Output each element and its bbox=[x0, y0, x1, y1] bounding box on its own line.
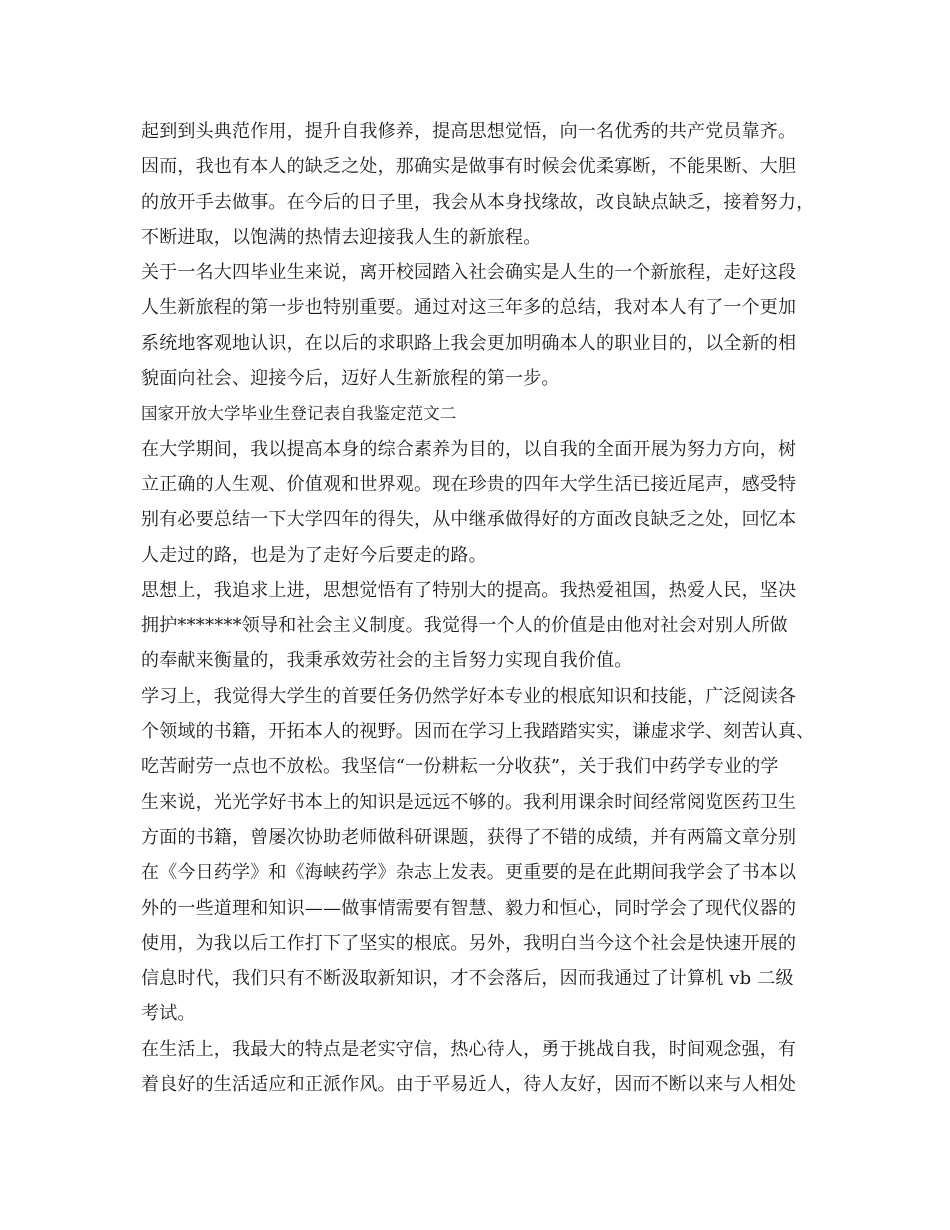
text-line: 的放开手去做事。在今后的日子里，我会从本身找缘故，改良缺点缺乏，接着努力， bbox=[141, 191, 815, 213]
text-line: 着良好的生活适应和正派作风。由于平易近人，待人友好，因而不断以来与人相处 bbox=[141, 1074, 797, 1096]
text-line: 拥护*******领导和社会主义制度。我觉得一个人的价值是由他对社会对别人所做 bbox=[141, 615, 788, 637]
text-line: 立正确的人生观、价值观和世界观。现在珍贵的四年大学生活已接近尾声，感受特 bbox=[141, 473, 797, 495]
text-line: 个领域的书籍，开拓本人的视野。因而在学习上我踏踏实实，谦虚求学、刻苦认真、 bbox=[141, 721, 815, 743]
text-line: 信息时代，我们只有不断汲取新知识，才不会落后，因而我通过了计算机 vb 二级 bbox=[141, 968, 794, 990]
text-line: 在生活上，我最大的特点是老实守信，热心待人，勇于挑战自我，时间观念强，有 bbox=[141, 1038, 797, 1060]
text-line: 学习上，我觉得大学生的首要任务仍然学好本专业的根底知识和技能，广泛阅读各 bbox=[141, 685, 797, 707]
text-line: 的奉献来衡量的，我秉承效劳社会的主旨努力实现自我价值。 bbox=[141, 650, 633, 672]
text-line: 外的一些道理和知识——做事情需要有智慧、毅力和恒心，同时学会了现代仪器的 bbox=[141, 897, 797, 919]
text-line: 关于一名大四毕业生来说，离开校园踏入社会确实是人生的一个新旅程，走好这段 bbox=[141, 262, 797, 284]
text-line: 思想上，我追求上进，思想觉悟有了特别大的提高。我热爱祖国，热爱人民，坚决 bbox=[141, 579, 797, 601]
text-line: 貌面向社会、迎接今后，迈好人生新旅程的第一步。 bbox=[141, 368, 560, 390]
text-line: 系统地客观地认识，在以后的求职路上我会更加明确本人的职业目的，以全新的相 bbox=[141, 332, 797, 354]
text-line: 别有必要总结一下大学四年的得失，从中继承做得好的方面改良缺乏之处，回忆本 bbox=[141, 509, 797, 531]
section-heading: 国家开放大学毕业生登记表自我鉴定范文二 bbox=[141, 404, 457, 424]
text-line: 不断进取，以饱满的热情去迎接我人生的新旅程。 bbox=[141, 226, 542, 248]
text-line: 人走过的路，也是为了走好今后要走的路。 bbox=[141, 544, 487, 566]
text-line: 生来说，光光学好书本上的知识是远远不够的。我利用课余时间经常阅览医药卫生 bbox=[141, 791, 797, 813]
document-body bbox=[141, 114, 825, 1102]
text-line: 考试。 bbox=[141, 1003, 196, 1025]
text-line: 方面的书籍，曾屡次协助老师做科研课题，获得了不错的成绩，并有两篇文章分别 bbox=[141, 826, 797, 848]
text-line: 起到到头典范作用，提升自我修养，提高思想觉悟，向一名优秀的共产党员靠齐。 bbox=[141, 121, 797, 142]
text-line: 在大学期间，我以提高本身的综合素养为目的，以自我的全面开展为努力方向，树 bbox=[141, 438, 797, 460]
text-line: 吃苦耐劳一点也不放松。我坚信“一份耕耘一分收获”，关于我们中药学专业的学 bbox=[141, 756, 779, 778]
text-line: 在《今日药学》和《海峡药学》杂志上发表。更重要的是在此期间我学会了书本以 bbox=[141, 862, 797, 884]
text-line: 人生新旅程的第一步也特别重要。通过对这三年多的总结，我对本人有了一个更加 bbox=[141, 297, 797, 319]
text-line: 使用，为我以后工作打下了坚实的根底。另外，我明白当今这个社会是快速开展的 bbox=[141, 932, 797, 954]
text-line: 因而，我也有本人的缺乏之处，那确实是做事有时候会优柔寡断，不能果断、大胆 bbox=[141, 156, 797, 178]
